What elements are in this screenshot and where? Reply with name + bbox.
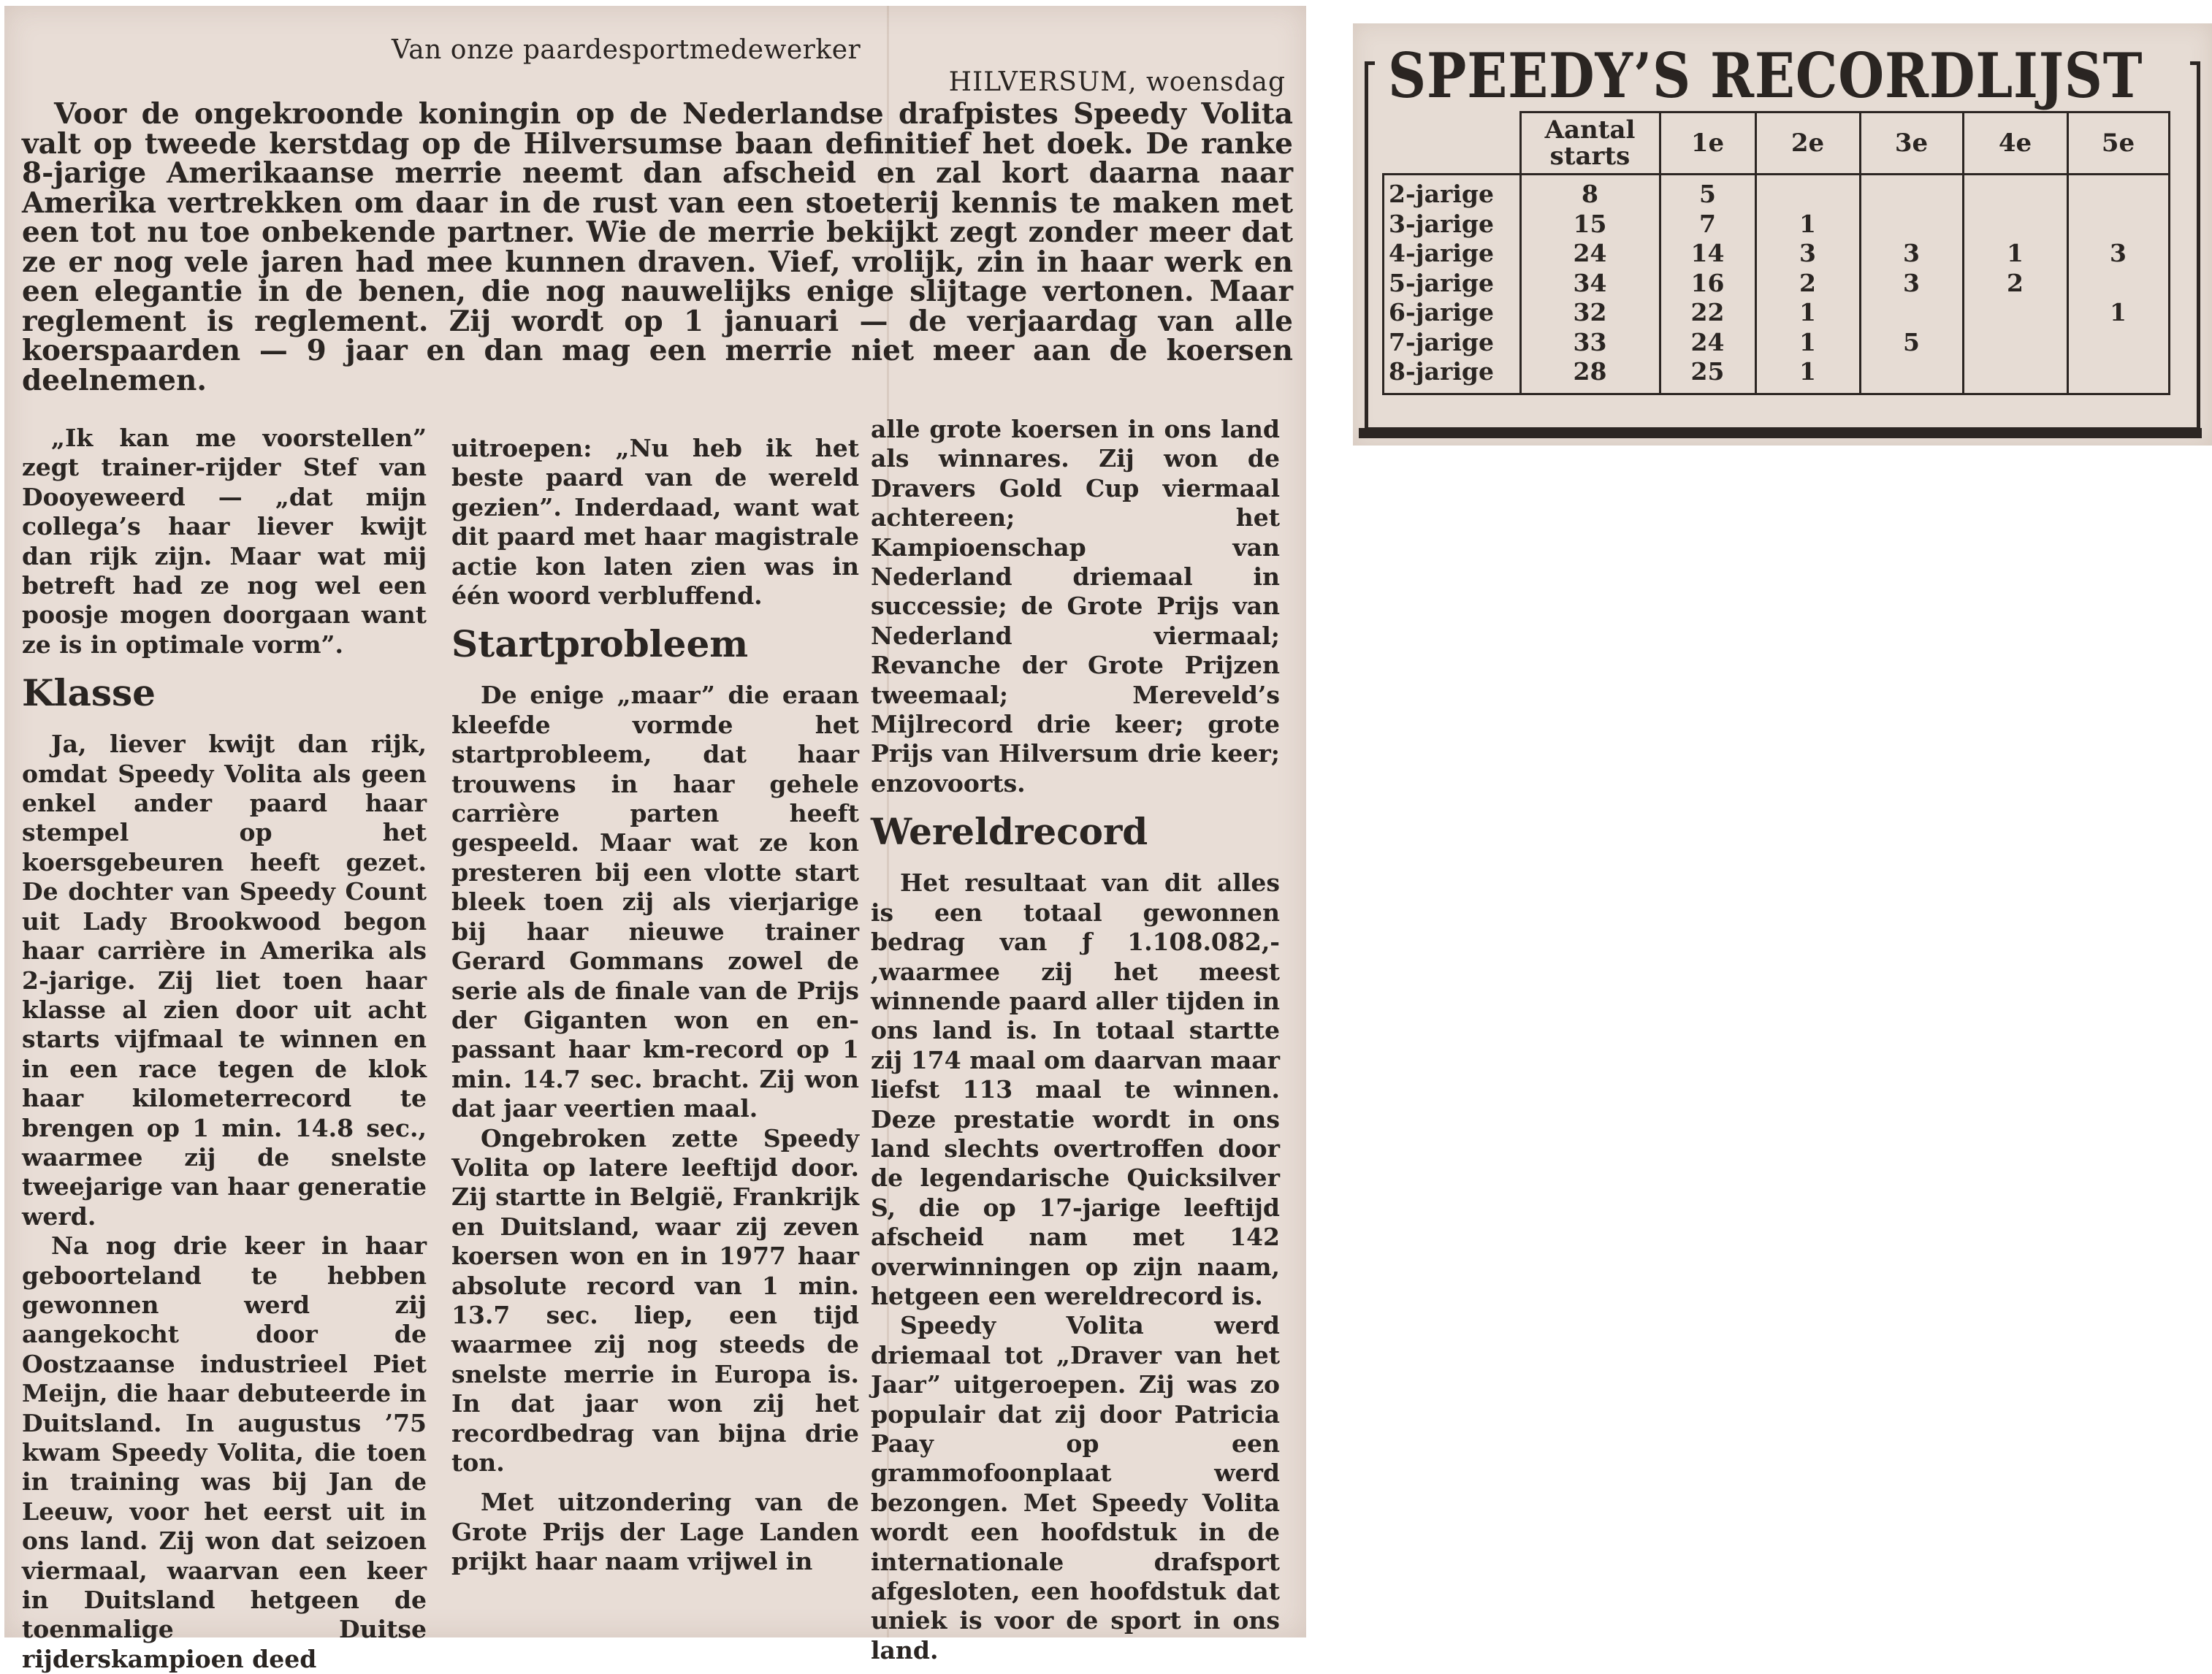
column-3-paragraph: Speedy Volita werd driemaal tot „Draver van het Jaar” uitgeroepen. Zij was zo populair dat zij door Patricia Paay op een grammofoonplaat werd bezongen. Met Speedy Volita wordt een hoofdstuk in de internationale drafsport afgesloten, een hoofdstuk dat uniek is voor de sport in ons land. — [871, 1311, 1280, 1665]
cell-1e: 14 — [1660, 239, 1755, 269]
cell-3e: 3 — [1860, 269, 1963, 299]
cell-5e: 1 — [2067, 298, 2169, 328]
header-3e: 3e — [1860, 112, 1963, 175]
table-row — [1384, 175, 2170, 210]
subheading-startprobleem: Startprobleem — [451, 622, 749, 666]
column-3-paragraph: alle grote koersen in ons land als winnares. Zij won de Dravers Gold Cup viermaal achtereen; het Kampioenschap van Nederland driemaal in successie; de Grote Prijs van Nederland viermaal; Revanche der Grote Prijzen tweemaal; Mereveld’s Mijlrecord drie keer; grote Prijs van Hilversum drie keer; enzovoorts. — [871, 415, 1280, 798]
cell-4e: 1 — [1963, 239, 2067, 269]
row-label: 6-jarige — [1384, 298, 1521, 328]
cell-1e: 16 — [1660, 269, 1755, 299]
column-1 — [22, 424, 427, 1674]
cell-5e — [2067, 175, 2169, 210]
cell-5e: 3 — [2067, 239, 2169, 269]
cell-starts: 24 — [1520, 239, 1660, 269]
cell-5e — [2067, 269, 2169, 299]
cell-3e: 5 — [1860, 328, 1963, 358]
column-1-paragraph: Ja, liever kwijt dan rijk, omdat Speedy Volita als geen enkel ander paard haar stempel op het koersgebeuren heeft gezet. De dochter van Speedy Count uit Lady Brookwood begon haar carrière in Amerika als 2-jarige. Zij liet toen haar klasse al zien door uit acht starts vijfmaal te winnen en in een race tegen de klok haar kilometerrecord te brengen op 1 min. 14.8 sec., waarmee zij de snelste tweejarige van haar generatie werd. — [22, 730, 427, 1231]
table-header-row — [1384, 112, 2170, 175]
column-2-paragraph: De enige „maar” die eraan kleefde vormde het startprobleem, dat haar trouwens in haar gehele carrière parten heeft gespeeld. Maar wat ze kon presteren bij een vlotte start bleek toen zij als vierjarige bij haar nieuwe trainer Gerard Gommans zowel de serie als de finale van de Prijs der Giganten won en en-passant haar km-record op 1 min. 14.7 sec. bracht. Zij won dat jaar veertien maal. — [451, 681, 859, 1123]
recordlist-table — [1382, 111, 2170, 395]
frame-corner — [2190, 61, 2200, 65]
cell-1e: 7 — [1660, 210, 1755, 240]
column-1-paragraph: „Ik kan me voorstellen” zegt trainer-rijder Stef van Dooyeweerd — „dat mijn collega’s haar liever kwijt dan rijk zijn. Maar wat mij betreft had ze nog wel een poosje mogen doorgaan want ze is in optimale vorm”. — [22, 424, 427, 659]
cell-2e: 3 — [1755, 239, 1860, 269]
row-label: 8-jarige — [1384, 357, 1521, 394]
cell-starts: 28 — [1520, 357, 1660, 394]
header-1e: 1e — [1660, 112, 1755, 175]
row-label: 5-jarige — [1384, 269, 1521, 299]
cell-2e: 1 — [1755, 328, 1860, 358]
newspaper-clipping — [4, 6, 1306, 1673]
column-3-paragraph: Het resultaat van dit alles is een totaal gewonnen bedrag van ƒ 1.108.082,- ,waarmee zij het meest winnende paard aller tijden in ons land is. In totaal startte zij 174 maal om daarvan maar liefst 113 maal te winnen. Deze prestatie wordt in ons land slechts overtroffen door de legendarische Quicksilver S, die op 17-jarige leeftijd afscheid nam met 142 overwinningen op zijn naam, hetgeen een wereldrecord is. — [871, 868, 1280, 1310]
cell-5e — [2067, 328, 2169, 358]
row-label: 4-jarige — [1384, 239, 1521, 269]
table-row — [1384, 210, 2170, 240]
subheading-wereldrecord: Wereldrecord — [871, 810, 1148, 854]
cell-4e — [1963, 328, 2067, 358]
column-3 — [871, 415, 1280, 1665]
cell-4e — [1963, 175, 2067, 210]
row-label: 7-jarige — [1384, 328, 1521, 358]
cell-3e — [1860, 357, 1963, 394]
cell-4e — [1963, 357, 2067, 394]
row-label: 3-jarige — [1384, 210, 1521, 240]
byline: Van onze paardesportmedewerker — [392, 35, 861, 65]
column-2-paragraph: Ongebroken zette Speedy Volita op latere leeftijd door. Zij startte in België, Frankrijk en Duitsland, waar zij zeven koersen won en in 1977 haar absolute record van 1 min. 13.7 sec. liep, een tijd waarmee zij nog steeds de snelste merrie in Europa is. In dat jaar won zij het recordbedrag van bijna drie ton. — [451, 1123, 859, 1477]
cell-starts: 8 — [1520, 175, 1660, 210]
cell-3e — [1860, 175, 1963, 210]
cell-starts: 34 — [1520, 269, 1660, 299]
cell-4e — [1963, 298, 2067, 328]
cell-2e: 2 — [1755, 269, 1860, 299]
cell-starts: 15 — [1520, 210, 1660, 240]
cell-2e: 1 — [1755, 357, 1860, 394]
table-row — [1384, 357, 2170, 394]
cell-2e: 1 — [1755, 210, 1860, 240]
cell-3e — [1860, 298, 1963, 328]
cell-5e — [2067, 210, 2169, 240]
lead-paragraph: Voor de ongekroonde koningin op de Nederlandse drafpistes Speedy Volita valt op tweede kerstdag op de Hilversumse baan definitief het doek. De ranke 8-jarige Amerikaanse merrie neemt dan afscheid en zal kort daarna naar Amerika vertrekken om daar in de rust van een stoeterij kennis te maken met een tot nu toe onbekende partner. Wie de merrie bekijkt zegt zonder meer dat ze er nog vele jaren had mee kunnen draven. Vief, vrolijk, zin in haar werk en een elegantie in de benen, die nog nauwelijks enige slijtage vertonen. Maar reglement is reglement. Zij wordt op 1 januari — de verjaardag van alle koerspaarden — 9 jaar en dan mag een merrie niet meer aan de koersen deelnemen. — [22, 97, 1293, 397]
header-2e: 2e — [1755, 112, 1860, 175]
cell-4e — [1963, 210, 2067, 240]
table-row — [1384, 328, 2170, 358]
header-blank-cell — [1384, 112, 1521, 175]
cell-starts: 32 — [1520, 298, 1660, 328]
table-row — [1384, 269, 2170, 299]
frame-bottom-bar — [1359, 428, 2202, 438]
cell-1e: 5 — [1660, 175, 1755, 210]
header-4e: 4e — [1963, 112, 2067, 175]
cell-1e: 22 — [1660, 298, 1755, 328]
cell-5e — [2067, 357, 2169, 394]
column-2-paragraph: Met uitzondering van de Grote Prijs der Lage Landen prijkt haar naam vrijwel in — [451, 1488, 859, 1576]
dateline: HILVERSUM, woensdag — [948, 67, 1286, 97]
table-row — [1384, 239, 2170, 269]
cell-3e — [1860, 210, 1963, 240]
column-2 — [451, 434, 859, 1577]
recordlist-title: SPEEDY’S RECORDLIJST — [1388, 39, 2143, 112]
cell-starts: 33 — [1520, 328, 1660, 358]
column-2-paragraph: uitroepen: „Nu heb ik het beste paard van de wereld gezien”. Inderdaad, want wat dit paard met haar magistrale actie kon laten zien was in één woord verbluffend. — [451, 434, 859, 611]
recordlist-clipping — [1353, 23, 2212, 446]
cell-4e: 2 — [1963, 269, 2067, 299]
row-label: 2-jarige — [1384, 175, 1521, 210]
frame-corner — [1365, 61, 1375, 65]
header-5e: 5e — [2067, 112, 2169, 175]
cell-1e: 24 — [1660, 328, 1755, 358]
subheading-klasse: Klasse — [22, 671, 156, 715]
column-1-paragraph: Na nog drie keer in haar geboorteland te hebben gewonnen werd zij aangekocht door de Oostzaanse industrieel Piet Meijn, die haar debuteerde in Duitsland. In augustus ’75 kwam Speedy Volita, die toen in training was bij Jan de Leeuw, voor het eerst uit in ons land. Zij won dat seizoen viermaal, waarvan een keer in Duitsland hetgeen de toenmalige Duitse rijderskampioen deed — [22, 1231, 427, 1673]
cell-1e: 25 — [1660, 357, 1755, 394]
cell-2e — [1755, 175, 1860, 210]
header-aantal-starts: Aantal starts — [1520, 112, 1660, 175]
table-row — [1384, 298, 2170, 328]
cell-3e: 3 — [1860, 239, 1963, 269]
cell-2e: 1 — [1755, 298, 1860, 328]
